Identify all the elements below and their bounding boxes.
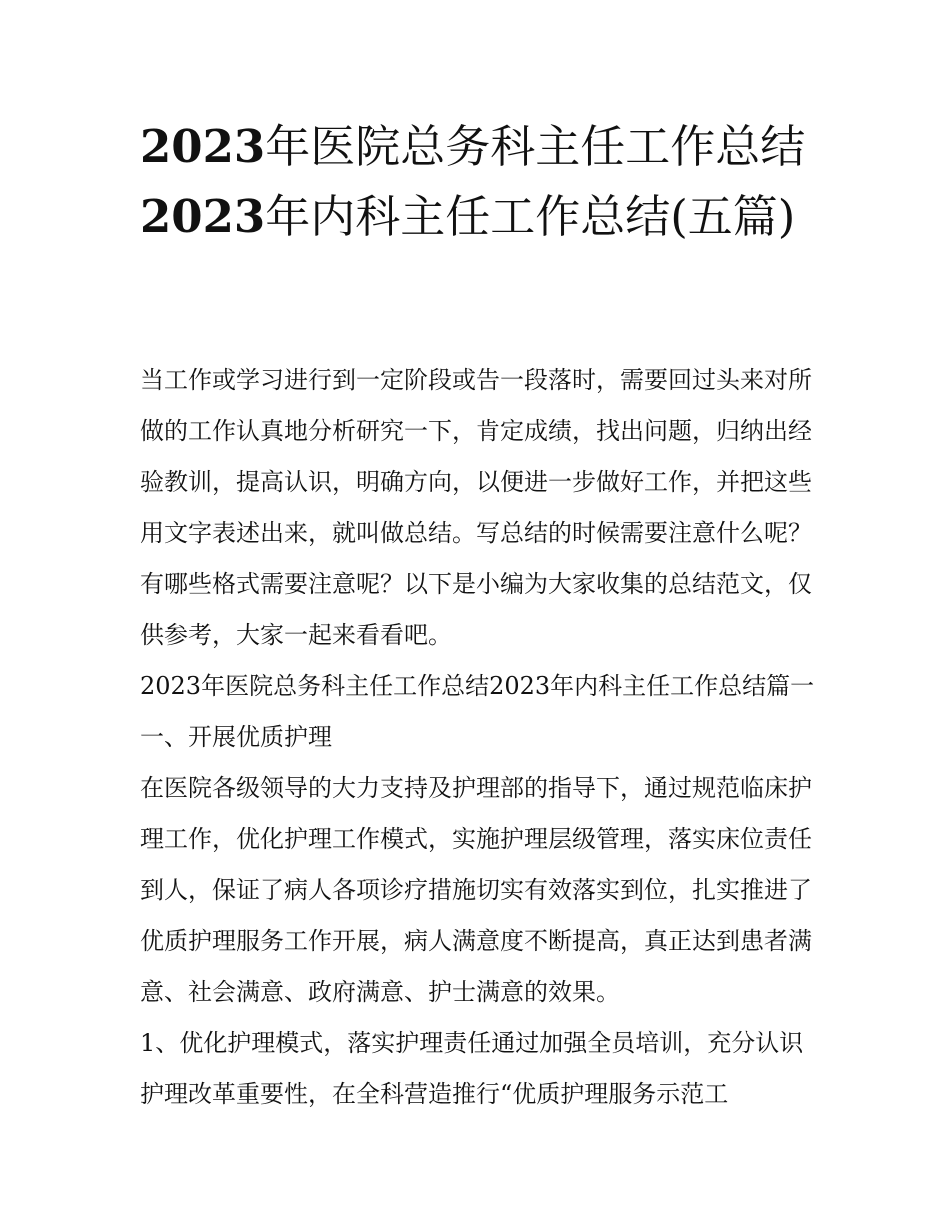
paragraph-item-1: 1、优化护理模式，落实护理责任通过加强全员培训，充分认识护理改革重要性，在全科营造推行“优质护理服务示范工 <box>140 1029 804 1108</box>
title-text-1: 年医院总务科主任工作总结 <box>265 120 806 173</box>
title-year-1: 2023 <box>140 120 266 173</box>
document-body <box>140 355 820 1120</box>
paragraph-intro: 当工作或学习进行到一定阶段或告一段落时，需要回过头来对所做的工作认真地分析研究一下，肯定成绩，找出问题，归纳出经验教训，提高认识，明确方向，以便进一步做好工作，并把这些用文字表述出来，就叫做总结。写总结的时候需要注意什么呢？有哪些格式需要注意呢？以下是小编为大家收集的总结范文，仅供参考，大家一起来看看吧。 <box>140 366 812 649</box>
title-year-2: 2023 <box>140 190 266 243</box>
paragraph-quality-nursing: 在医院各级领导的大力支持及护理部的指导下，通过规范临床护理工作，优化护理工作模式，实施护理层级管理，落实床位责任到人，保证了病人各项诊疗措施切实有效落实到位，扎实推进了优质护理服务工作开展，病人满意度不断提高，真正达到患者满意、社会满意、政府满意、护士满意的效果。 <box>140 774 812 1006</box>
document-title <box>140 112 820 252</box>
title-text-2: 年内科主任工作总结(五篇) <box>265 190 796 243</box>
paragraph-section-heading: 2023年医院总务科主任工作总结2023年内科主任工作总结篇一 一、开展优质护理 <box>140 672 815 751</box>
